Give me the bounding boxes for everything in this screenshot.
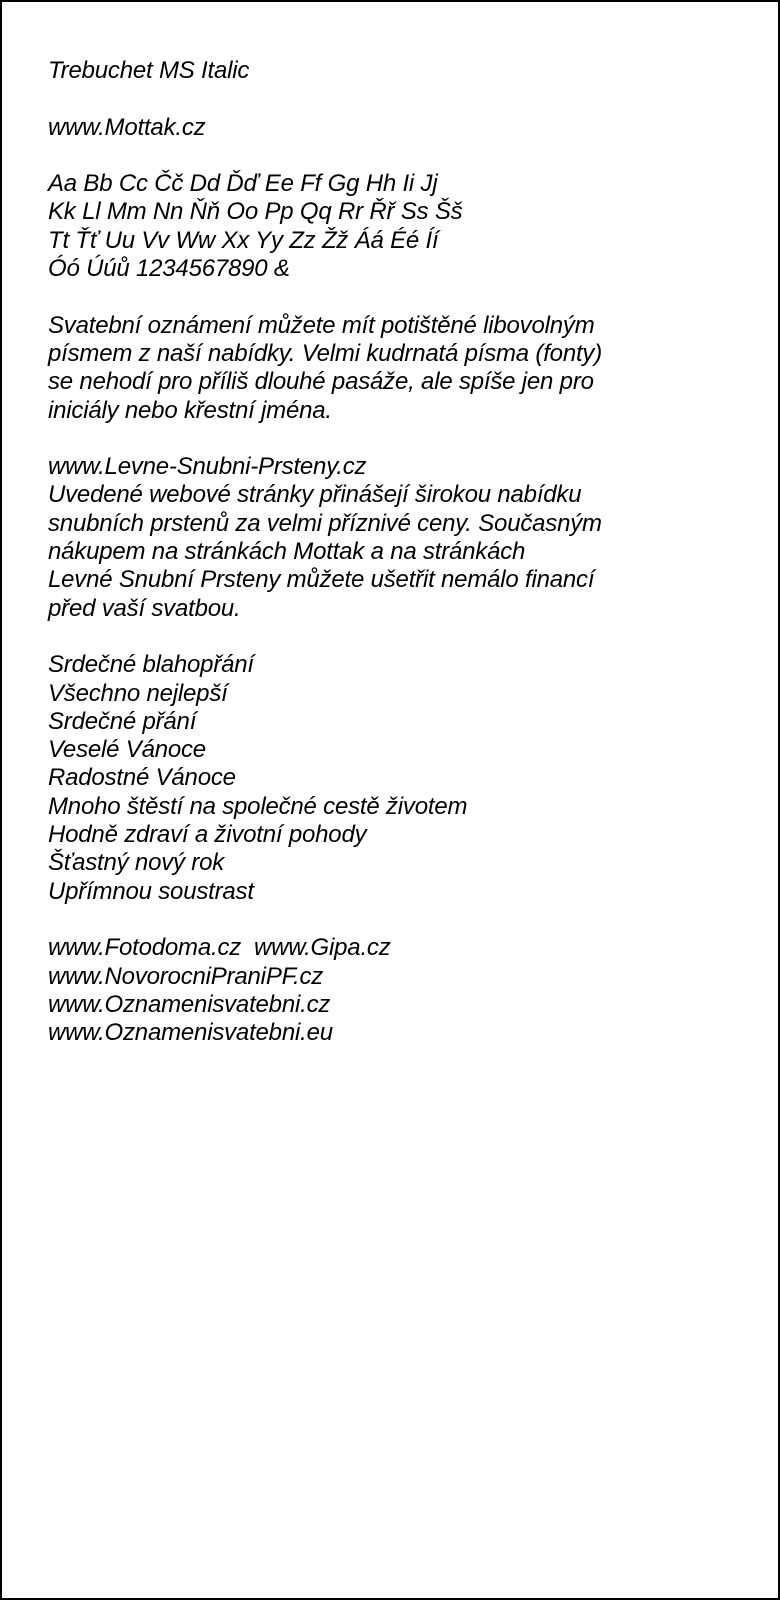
paragraph-line: Svatební oznámení můžete mít potištěné libovolným (48, 311, 595, 339)
paragraph-line: iniciály nebo křestní jména. (48, 396, 332, 424)
partner-website-url: www.Levne-Snubni-Prsteny.cz (48, 453, 367, 481)
paragraph-line: nákupem na stránkách Mottak a na stránkách (48, 538, 526, 566)
paragraph-line: před vaší svatbou. (48, 594, 241, 622)
greeting-line: Mnoho štěstí na společné cestě životem (48, 792, 468, 820)
usage-paragraph (48, 312, 758, 425)
footer-url-line: www.NovorocniPraniPF.cz (48, 962, 324, 990)
alphabet-line: Kk Ll Mm Nn Ňň Oo Pp Qq Rr Řř Ss Šš (48, 198, 463, 226)
footer-url-line: www.Oznamenisvatebni.eu (48, 1019, 333, 1047)
title-block (48, 57, 758, 85)
greeting-line: Radostné Vánoce (48, 764, 236, 792)
greeting-line: Srdečné přání (48, 707, 197, 735)
alphabet-line: Tt Ťť Uu Vv Ww Xx Yy Zz Žž Áá Éé Íí (48, 226, 439, 254)
alphabet-line: Óó Úúů 1234567890 & (48, 255, 290, 283)
main-website-url: www.Mottak.cz (48, 113, 206, 141)
greeting-line: Veselé Vánoce (48, 736, 206, 764)
greeting-line: Hodně zdraví a životní pohody (48, 821, 367, 849)
greeting-line: Upřímnou soustrast (48, 877, 254, 905)
alphabet-specimen (48, 170, 758, 283)
partner-website-block (48, 453, 758, 623)
paragraph-line: snubních prstenů za velmi příznivé ceny. Současným (48, 509, 602, 537)
greeting-line: Všechno nejlepší (48, 679, 228, 707)
alphabet-line: Aa Bb Cc Čč Dd Ďď Ee Ff Gg Hh Ii Jj (48, 170, 438, 198)
footer-url-line: www.Oznamenisvatebni.cz (48, 990, 331, 1018)
paragraph-line: písmem z naší nabídky. Velmi kudrnatá písma (fonty) (48, 339, 603, 367)
paragraph-line: Levné Snubní Prsteny můžete ušetřit nemálo financí (48, 566, 595, 594)
main-website-block (48, 114, 758, 142)
footer-url-line: www.Fotodoma.cz www.Gipa.cz (48, 934, 391, 962)
greeting-line: Šťastný nový rok (48, 849, 225, 877)
paragraph-line: Uvedené webové stránky přinášejí širokou nabídku (48, 481, 582, 509)
footer-links (48, 934, 758, 1047)
paragraph-line: se nehodí pro příliš dlouhé pasáže, ale spíše jen pro (48, 368, 594, 396)
greeting-line: Srdečné blahopřání (48, 651, 254, 679)
greetings-list (48, 651, 758, 906)
page-title: Trebuchet MS Italic (48, 57, 250, 84)
